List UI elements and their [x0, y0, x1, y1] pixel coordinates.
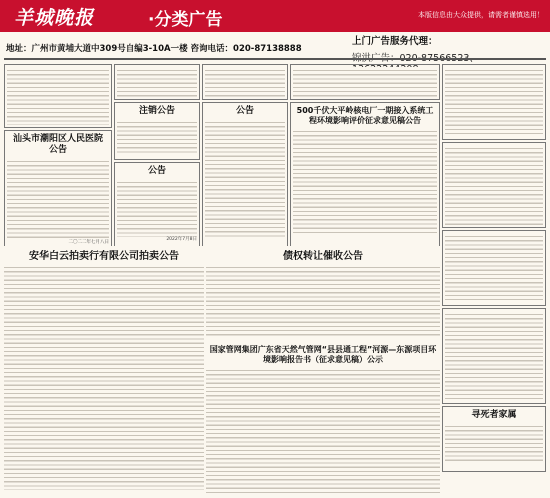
auction-title: 安华白云拍卖行有限公司拍卖公告	[29, 251, 179, 262]
section-title: ·分类广告	[148, 10, 223, 30]
column-2	[114, 64, 200, 246]
right-ad-1	[442, 64, 546, 140]
hospital-notice-date: 二〇二二年七月八日	[68, 240, 109, 245]
substation-notice	[290, 102, 440, 246]
substation-title: 500千伏大平岭核电厂一期接入系统工程环境影响评价征求意见稿公告	[296, 106, 434, 125]
newspaper-logo: 羊城晚报	[14, 7, 95, 29]
missing-notice	[442, 406, 546, 472]
right-ad-3	[442, 230, 546, 306]
column-5	[442, 64, 546, 494]
right-ad-2	[442, 142, 546, 228]
column-4-ad	[290, 64, 440, 100]
debt-notice	[206, 250, 440, 340]
announcement-notice	[114, 162, 200, 246]
pipeline-title: 国家管网集团广东省天然气管网“县县通工程”河源—东源项目环境影响报告书（征求意见稿）公示	[209, 345, 437, 364]
column-3-title: 公告	[235, 106, 254, 116]
column-2-ad	[114, 64, 200, 100]
right-ad-4	[442, 308, 546, 404]
newspaper-header	[0, 0, 550, 32]
header-notice: 本版信息由大众提供，请需者谨慎选用！	[418, 11, 544, 19]
column-3	[202, 64, 288, 246]
hospital-notice-title: 汕头市潮阳区人民医院 公告	[12, 134, 103, 155]
header-rule	[4, 58, 546, 60]
debt-title: 债权转让催收公告	[283, 251, 363, 262]
column-3-notice	[202, 102, 288, 246]
address-line: 地址：广州市黄埔大道中309号自编3-10A一楼 咨询电话：020-87138888	[6, 44, 302, 54]
column-1	[4, 64, 112, 246]
announcement-date: 2022年7月8日	[166, 237, 197, 242]
agency-title: 上门广告服务代理：	[352, 36, 438, 47]
missing-title: 寻死者家属	[471, 410, 517, 420]
pipeline-notice	[206, 344, 440, 494]
deregistration-notice	[114, 102, 200, 160]
hospital-notice	[4, 130, 112, 246]
announcement-title: 公告	[147, 166, 166, 176]
lost-notice-block	[4, 64, 112, 128]
deregistration-title: 注销公告	[138, 106, 175, 116]
column-3-ad	[202, 64, 288, 100]
auction-notice	[4, 250, 204, 494]
column-4	[290, 64, 440, 246]
